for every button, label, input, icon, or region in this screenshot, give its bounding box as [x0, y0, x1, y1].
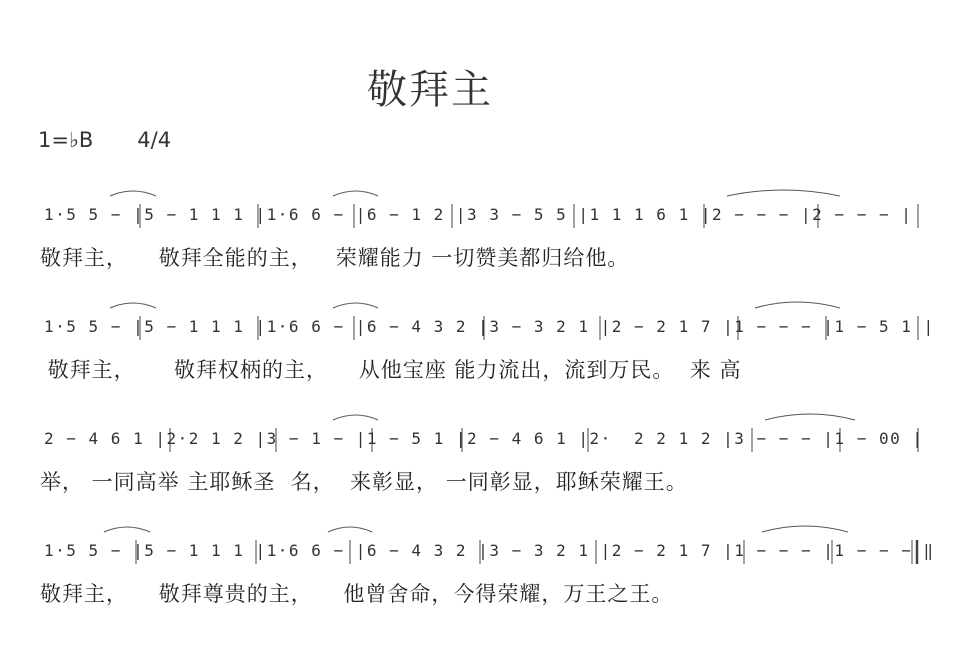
notation-line-1: 1·5 5 − |5 − 1 1 1 |1·6 6 − |6 − 1 2 |3 3 − 5 5 |1 1 1 6 1 |2 − − − |2 − − − | — [44, 205, 913, 224]
notation-line-4: 1·5 5 − |5 − 1 1 1 |1·6 6 − |6 − 4 3 2 |3 − 3 2 1 |2 − 2 1 7 |1 − − − |1 − − − ‖ — [44, 541, 935, 560]
notation-line-2: 1·5 5 − |5 − 1 1 1 |1·6 6 − |6 − 4 3 2 |3 − 3 2 1 |2 − 2 1 7 |1 − − − |1 − 5 1 | — [44, 317, 935, 336]
tie — [110, 303, 156, 308]
tie — [755, 302, 840, 308]
lyrics-line-1: 敬拜主， 敬拜全能的主， 荣耀能力 一切赞美都归给他。 — [40, 246, 630, 270]
lyrics-line-2: 敬拜主， 敬拜权柄的主， 从他宝座 能力流出，流到万民。 来 高 — [40, 358, 742, 382]
time-signature: 4/4 — [137, 128, 172, 152]
tie — [333, 191, 378, 196]
lyrics-line-4: 敬拜主， 敬拜尊贵的主， 他曾舍命，今得荣耀，万王之王。 — [40, 582, 674, 606]
tie — [765, 414, 855, 420]
notation-line-3: 2 − 4 6 1 |2·2 1 2 |3 − 1 − |1 − 5 1 |2 − 4 6 1 |2· 2 2 1 2 |3 − − − |1 − 00 | — [44, 429, 924, 448]
song-title: 敬拜主 — [367, 67, 493, 113]
tie — [727, 190, 840, 196]
tie — [333, 303, 378, 308]
tie — [333, 415, 378, 420]
key-label: 1=♭B — [38, 128, 94, 152]
tie — [328, 527, 372, 532]
lyrics-line-3: 举， 一同高举 主耶稣圣 名， 来彰显， 一同彰显，耶稣荣耀王。 — [40, 470, 688, 494]
tie — [110, 191, 156, 196]
tie — [104, 527, 150, 532]
tie — [762, 526, 848, 532]
